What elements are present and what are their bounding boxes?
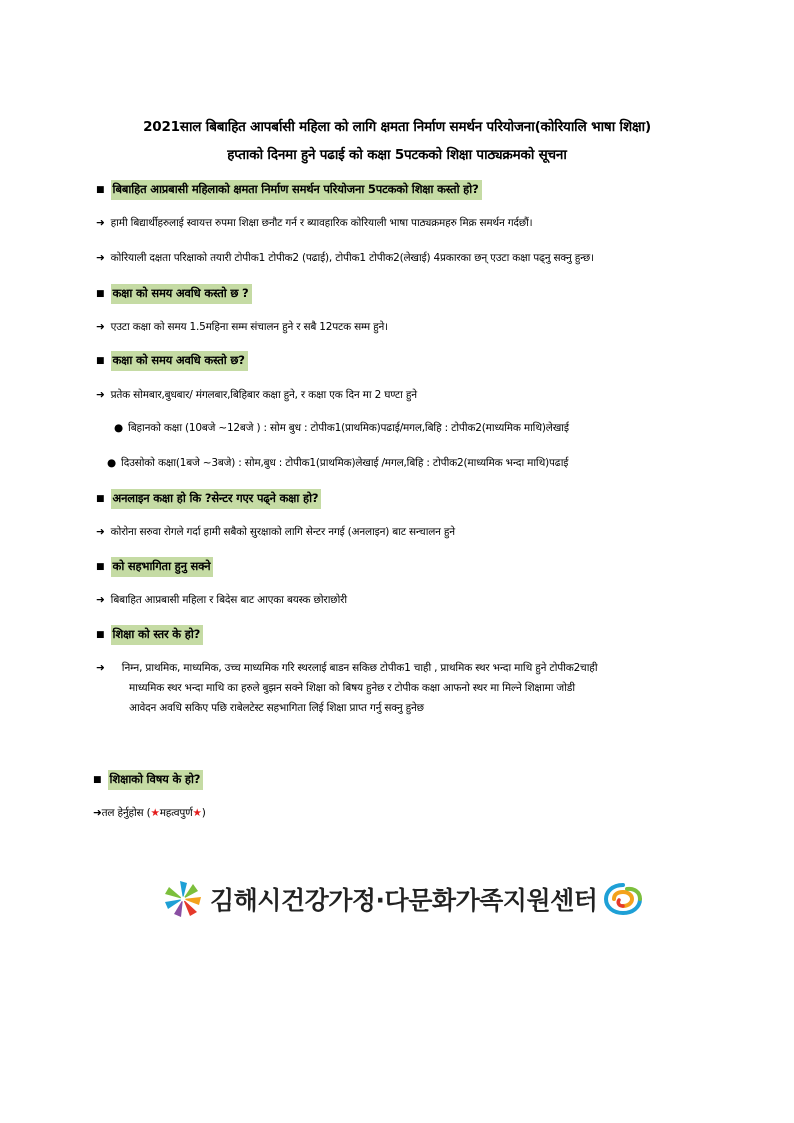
star-icon: ★ — [192, 807, 202, 819]
section-heading-text: बिबाहित आप्रबासी महिलाको क्षमता निर्माण समर्थन परियोजना 5पटकको शिक्षा कस्तो हो? — [111, 180, 482, 200]
section-heading-project — [96, 180, 482, 200]
section-heading-text: कक्षा को समय अवधि कस्तो छ? — [111, 351, 248, 371]
square-bullet-icon: ■ — [96, 562, 105, 572]
star-icon: ★ — [150, 807, 160, 819]
dot-bullet-icon: ● — [114, 422, 123, 434]
arrow-icon: ➜ — [96, 217, 105, 229]
arrow-icon: ➜ — [96, 594, 105, 606]
section-heading-duration — [96, 284, 252, 304]
square-bullet-icon: ■ — [96, 630, 105, 640]
paragraph-line: ➜ हामी बिद्यार्थीहरुलाई स्वायत्त रुपमा शिक्षा छनौट गर्न र ब्यावहारिक कोरियाली भाषा पाठ्यक्रमहरु मिक्र समर्थन गर्दछौं। — [96, 217, 533, 229]
bullet-item-afternoon-class: ● दिउसोको कक्षा(1बजे ~3बजे) : सोम,बुध : टोपीक1(प्राथमिक)लेखाई /मगल,बिहि : टोपीक2(माध्यमिक भन्दा माथि)पढाई — [107, 457, 569, 469]
arrow-icon: ➜ — [93, 807, 102, 819]
paragraph-line-see-below: ➜तल हेर्नुहोस (★महत्वपुर्ण★) — [93, 807, 206, 819]
paragraph-line: ➜ एउटा कक्षा को समय 1.5महिना सम्म संचालन हुने र सबै 12पटक सम्म हुने। — [96, 321, 388, 333]
paragraph-line: ➜ कोरियाली दक्षता परिक्षाको तयारी टोपीक1 टोपीक2 (पढाई), टोपीक1 टोपीक2(लेखाई) 4प्रकारका छन् एउटा कक्षा पढ्नु सक्नु हुन्छ। — [96, 252, 594, 264]
section-heading-eligibility — [96, 557, 213, 577]
center-logo — [162, 878, 643, 920]
square-bullet-icon: ■ — [96, 494, 105, 504]
document-title-line-1: 2021साल बिबाहित आपर्बासी महिला को लागि क्षमता निर्माण समर्थन परियोजना(कोरियालि भाषा शिक्षा) — [143, 119, 651, 135]
section-heading-online — [96, 489, 321, 509]
square-bullet-icon: ■ — [96, 289, 105, 299]
paragraph-line: ➜ बिबाहित आप्रबासी महिला र बिदेस बाट आएका बयस्क छोराछोरी — [96, 594, 347, 606]
square-bullet-icon: ■ — [96, 185, 105, 195]
dot-bullet-icon: ● — [107, 457, 116, 469]
paragraph-levels: ➜ निम्न, प्राथमिक, माध्यमिक, उच्च माध्यमिक गरि स्थरलाई बाडन सकिछ टोपीक1 चाही , प्राथमिक स्थर भन्दा माथि हुने टोपीक2चाही माध्यमिक स्थर भन्दा माथि का हरुले बुझन सक्ने शिक्षा को बिषय हुनेछ र टोपीक कक्षा आफनो स्थर मा मिल्ने शिक्षामा जोडी आवेदन अवधि सकिए पछि राबेलटेस्ट सहभागिता लिई शिक्षा प्राप्त गर्नु सक्नु हुनेछ — [96, 662, 598, 714]
arrow-icon: ➜ — [96, 526, 105, 538]
square-bullet-icon: ■ — [96, 356, 105, 366]
section-heading-text: को सहभागिता हुनु सक्ने — [111, 557, 214, 577]
arrow-icon: ➜ — [96, 321, 105, 333]
paragraph-line: ➜ प्रतेक सोमबार,बुधबार/ मंगलबार,बिहिबार कक्षा हुने, र कक्षा एक दिन मा 2 घण्टा हुने — [96, 389, 417, 401]
swirl-logo-icon — [603, 882, 643, 916]
section-heading-text: अनलाइन कक्षा हो कि ?सेन्टर गएर पढ्ने कक्षा हो? — [111, 489, 322, 509]
document-title-line-2: हप्ताको दिनमा हुने पढाई को कक्षा 5पटकको शिक्षा पाठ्यक्रमको सूचना — [227, 147, 567, 163]
paragraph-line: ➜ कोरोना सरुवा रोगले गर्दा हामी सबैको सुरक्षाको लागि सेन्टर नगई (अनलाइन) बाट सन्चालन हुने — [96, 526, 455, 538]
arrow-icon: ➜ — [96, 389, 105, 401]
section-heading-text: शिक्षा को स्तर के हो? — [111, 625, 204, 645]
arrow-icon: ➜ — [96, 662, 105, 674]
section-heading-schedule — [96, 351, 248, 371]
arrow-icon: ➜ — [96, 252, 105, 264]
bullet-item-morning-class: ● बिहानको कक्षा (10बजे ~12बजे ) : सोम बुध : टोपीक1(प्राथमिक)पढाई/मगल,बिहि : टोपीक2(माध्यमिक माथि)लेखाई — [114, 422, 569, 434]
section-heading-subject — [93, 770, 203, 790]
pinwheel-logo-icon — [162, 878, 204, 920]
section-heading-text: कक्षा को समय अवधि कस्तो छ ? — [111, 284, 252, 304]
section-heading-text: शिक्षाको विषय के हो? — [108, 770, 204, 790]
section-heading-level — [96, 625, 203, 645]
center-name: 김해시건강가정·다문화가족지원센터 — [210, 886, 598, 915]
square-bullet-icon: ■ — [93, 775, 102, 785]
